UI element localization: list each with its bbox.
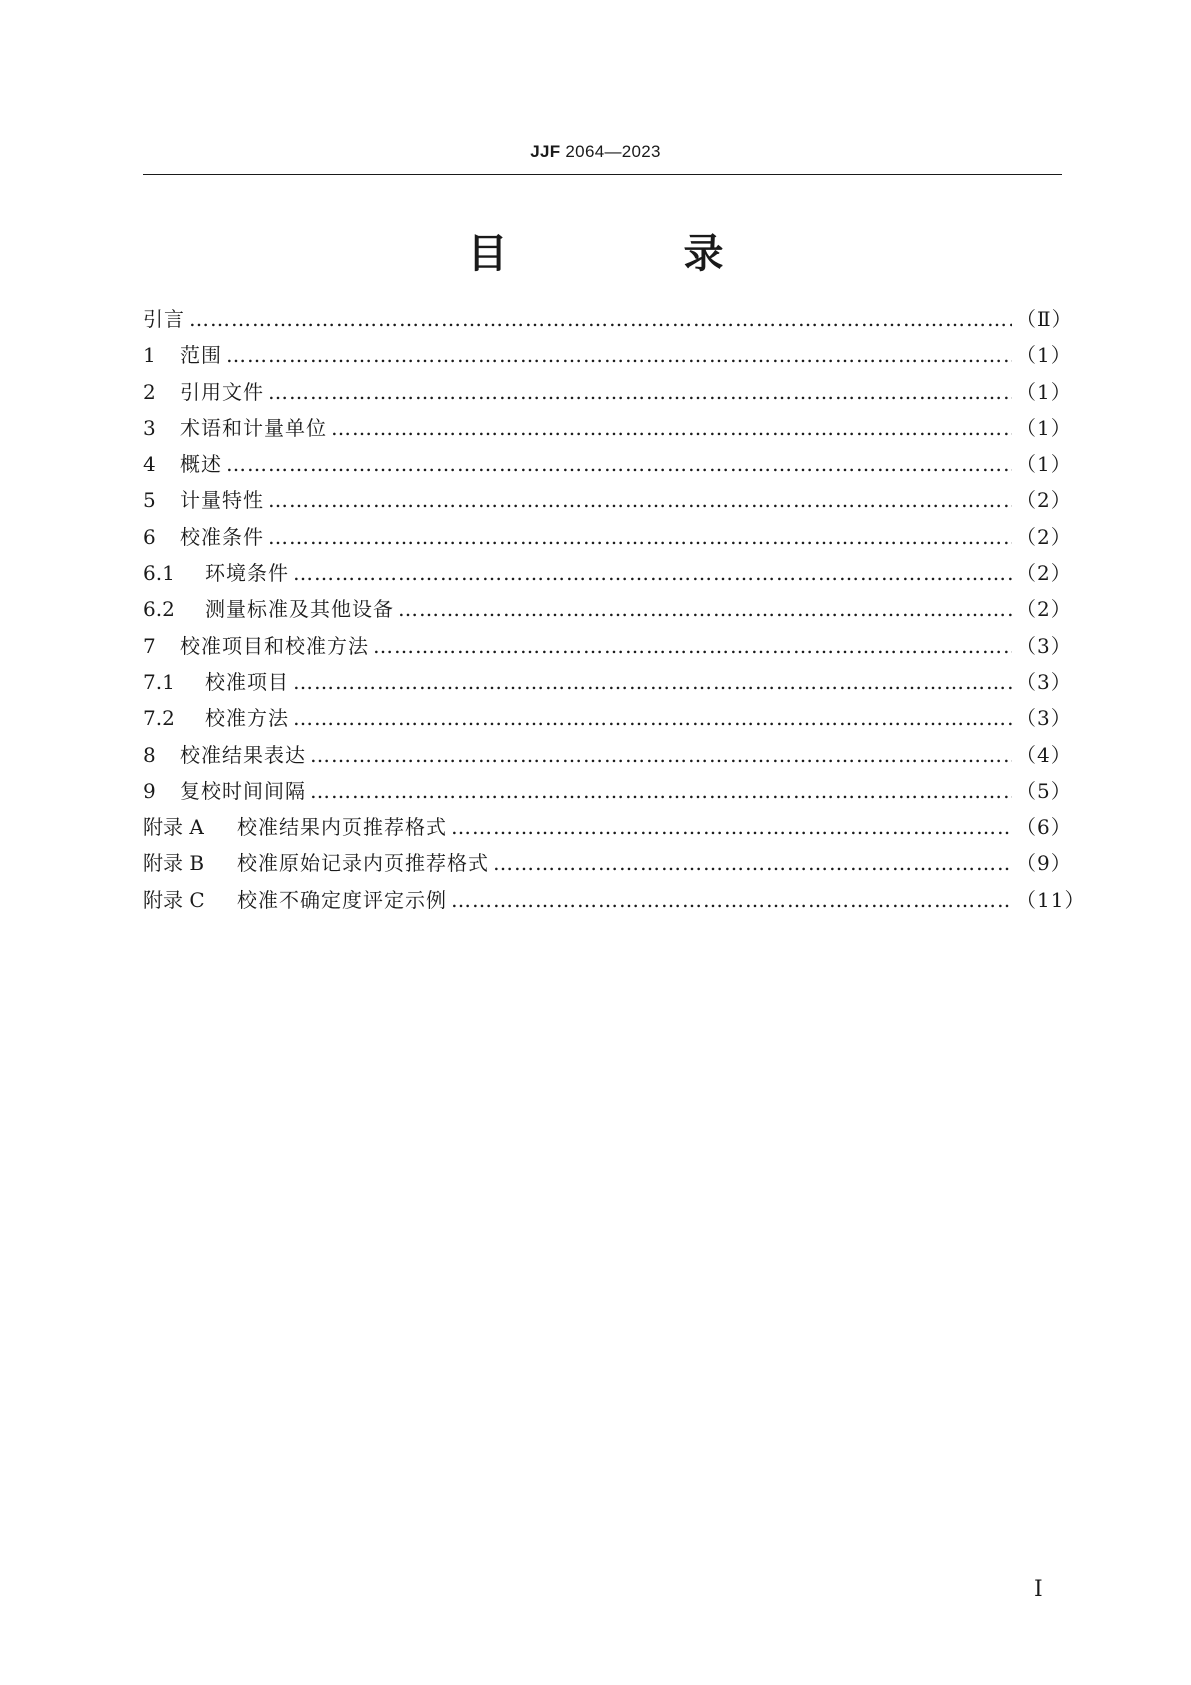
toc-entry-label: 校准结果内页推荐格式 <box>237 815 447 840</box>
toc-entry-label: 术语和计量单位 <box>180 415 327 440</box>
toc-entry-page: （5） <box>1016 778 1072 803</box>
toc-leader-dots <box>268 380 1012 404</box>
toc-leader-dots <box>493 851 1012 875</box>
toc-entry-page: （2） <box>1016 597 1072 622</box>
toc-entry-label: 引用文件 <box>180 379 264 404</box>
toc-leader-dots <box>310 779 1012 803</box>
toc-entry-page: （2） <box>1016 561 1072 586</box>
toc-entry-introduction[interactable] <box>143 303 1073 339</box>
toc-leader-dots <box>451 815 1012 839</box>
page-number: Ⅰ <box>1034 1577 1043 1602</box>
toc-leader-dots <box>293 670 1012 694</box>
toc-leader-dots <box>398 597 1012 621</box>
toc-entry-label: 概述 <box>180 452 222 477</box>
toc-entry-number: 6 <box>143 524 156 549</box>
toc-entry-6-2[interactable] <box>143 593 1072 629</box>
toc-entry-page: （9） <box>1016 851 1072 876</box>
toc-entry-label: 测量标准及其他设备 <box>205 597 394 622</box>
toc-entry-8[interactable] <box>143 739 1072 775</box>
toc-entry-number: 5 <box>143 488 156 513</box>
toc-entry-page: （2） <box>1016 524 1072 549</box>
toc-entry-label: 引言 <box>143 307 185 331</box>
toc-entry-number: 2 <box>143 379 156 404</box>
toc-entry-label: 校准原始记录内页推荐格式 <box>237 851 489 876</box>
toc-leader-dots <box>331 416 1012 440</box>
toc-entry-6[interactable] <box>143 521 1072 557</box>
toc-leader-dots <box>268 525 1012 549</box>
toc-entry-label: 范围 <box>180 343 222 368</box>
toc-entry-2[interactable] <box>143 376 1072 412</box>
toc-leader-dots <box>189 307 1012 331</box>
toc-entry-label: 校准结果表达 <box>180 742 306 767</box>
toc-entry-page: （2） <box>1016 488 1072 513</box>
toc-entry-7-1[interactable] <box>143 666 1072 702</box>
toc-leader-dots <box>268 488 1012 512</box>
toc-leader-dots <box>293 706 1012 730</box>
document-header <box>0 142 1191 162</box>
toc-leader-dots <box>226 343 1012 367</box>
toc-entry-7[interactable] <box>143 630 1072 666</box>
toc-entry-number: 附录 C <box>143 887 205 912</box>
toc-entry-page: （4） <box>1016 742 1072 767</box>
toc-entry-number: 4 <box>143 452 156 477</box>
standard-code-prefix: JJF <box>530 142 561 161</box>
toc-entry-label: 环境条件 <box>205 561 289 586</box>
toc-entry-3[interactable] <box>143 412 1072 448</box>
toc-entry-number: 7 <box>143 633 156 658</box>
toc-entry-page: （3） <box>1016 706 1072 731</box>
toc-entry-number: 附录 A <box>143 815 204 840</box>
toc-entry-number: 附录 B <box>143 851 205 876</box>
toc-entry-label: 校准方法 <box>205 706 289 731</box>
toc-entry-label: 校准项目 <box>205 669 289 694</box>
toc-entry-number: 7.2 <box>143 706 175 731</box>
toc-entry-page: （11） <box>1016 887 1086 912</box>
toc-leader-dots <box>293 561 1012 585</box>
toc-entry-page: （1） <box>1016 415 1072 440</box>
toc-entry-label: 计量特性 <box>180 488 264 513</box>
toc-entry-label: 校准项目和校准方法 <box>180 633 369 658</box>
toc-entry-page: （1） <box>1016 343 1072 368</box>
toc-entry-6-1[interactable] <box>143 557 1072 593</box>
toc-entry-label: 校准不确定度评定示例 <box>237 887 447 912</box>
toc-entry-page: （Ⅱ） <box>1016 307 1073 331</box>
toc-leader-dots <box>373 634 1012 658</box>
toc-entry-5[interactable] <box>143 484 1072 520</box>
toc-entry-label: 复校时间间隔 <box>180 778 306 803</box>
toc-leader-dots <box>226 452 1012 476</box>
toc-entry-page: （6） <box>1016 815 1072 840</box>
toc-entry-number: 7.1 <box>143 669 175 694</box>
standard-code-number: 2064—2023 <box>560 142 661 161</box>
toc-entry-9[interactable] <box>143 775 1072 811</box>
toc-entry-number: 9 <box>143 778 156 803</box>
toc-leader-dots <box>310 743 1012 767</box>
toc-entry-page: （1） <box>1016 379 1072 404</box>
toc-entry-label: 校准条件 <box>180 524 264 549</box>
toc-title: 目 录 <box>467 231 792 277</box>
toc-entry-1[interactable] <box>143 339 1072 375</box>
toc-entry-number: 6.1 <box>143 561 175 586</box>
table-of-contents <box>143 303 1086 920</box>
toc-entry-page: （3） <box>1016 633 1072 658</box>
toc-entry-page: （3） <box>1016 669 1072 694</box>
toc-entry-appendix-c[interactable] <box>143 884 1086 920</box>
toc-leader-dots <box>451 888 1012 912</box>
toc-entry-appendix-a[interactable] <box>143 811 1072 847</box>
toc-entry-7-2[interactable] <box>143 702 1072 738</box>
toc-entry-number: 8 <box>143 742 156 767</box>
toc-entry-page: （1） <box>1016 452 1072 477</box>
toc-entry-number: 3 <box>143 415 156 440</box>
header-divider <box>143 174 1062 175</box>
toc-entry-4[interactable] <box>143 448 1072 484</box>
toc-entry-appendix-b[interactable] <box>143 847 1072 883</box>
toc-entry-number: 6.2 <box>143 597 175 622</box>
toc-entry-number: 1 <box>143 343 156 368</box>
